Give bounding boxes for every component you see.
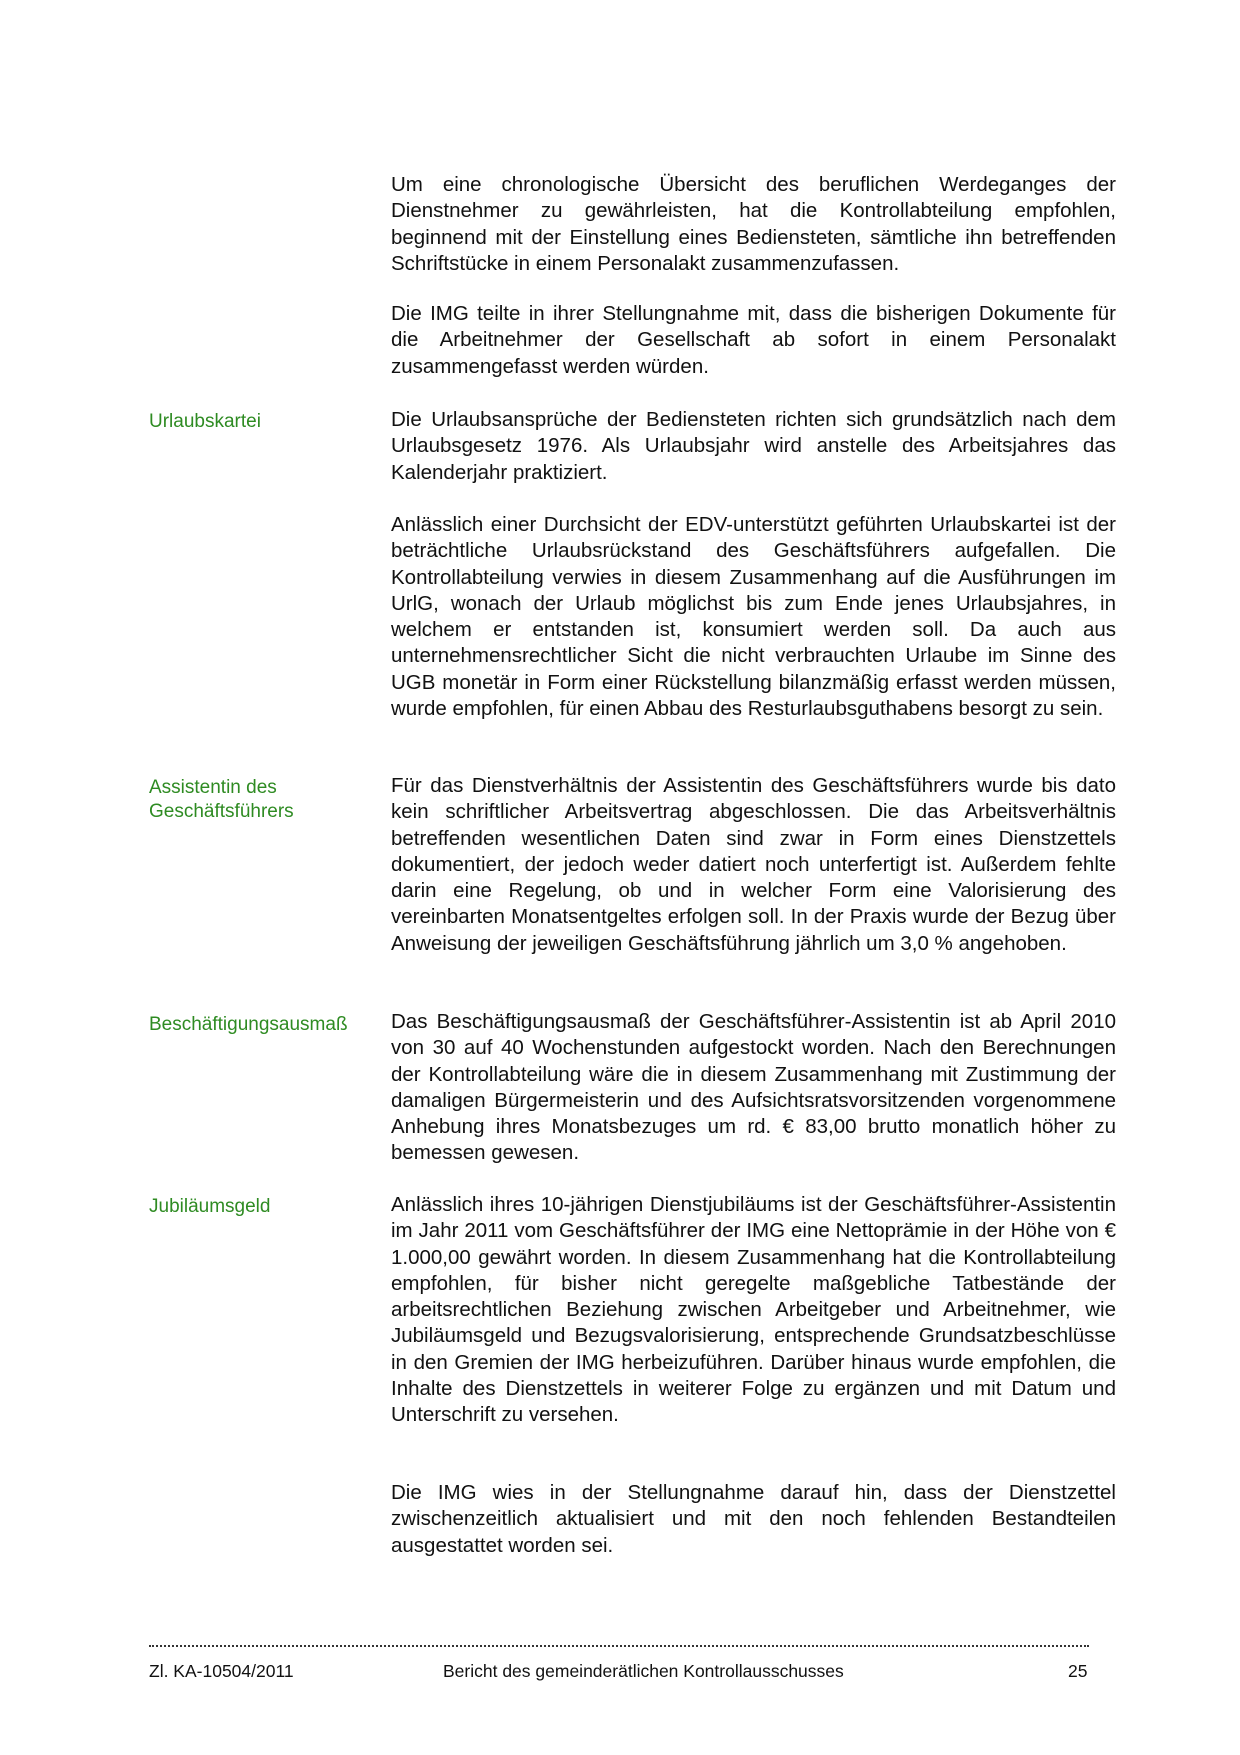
paragraph-img-stellungnahme-dienstzettel: Die IMG wies in der Stellungnahme darauf hin, dass der Dienstzettel zwischenzeitlich aktualisiert und mit den noch fehlenden Bestandteilen ausgestattet worden sei. xyxy=(391,1481,1116,1557)
sidenote-beschaeftigungsausmass: Beschäftigungsausmaß xyxy=(149,1014,348,1035)
paragraph-dienstverhaeltnis-assistentin: Für das Dienstverhältnis der Assistentin des Geschäftsführers wurde bis dato kein schriftlicher Arbeitsvertrag abgeschlossen. Die das Arbeitsverhältnis betreffenden wesentlichen Daten sind zwar in Form eines Dienstzettels dokumentiert, der jedoch weder datiert noch unterfertigt ist. Außerdem fehlte darin eine Regelung, ob und in welcher Form eine Valorisierung des vereinbarten Monatsentgeltes erfolgen soll. In der Praxis wurde der Bezug über Anweisung der jeweiligen Geschäftsführung jährlich um 3,0 % angehoben. xyxy=(391,774,1116,955)
paragraph-jubilaeumsgeld: Anlässlich ihres 10-jährigen Dienstjubiläums ist der Geschäftsführer-Assistentin im Jahr 2011 vom Geschäftsführer der IMG eine Nettoprämie in der Höhe von € 1.000,00 gewährt worden. In diesem Zusammenhang hat die Kontrollabteilung empfohlen, für bisher nicht geregelte maßgebliche Tatbestände der arbeitsrechtlichen Beziehung zwischen Arbeitgeber und Arbeitnehmer, wie Jubiläumsgeld und Bezugsvalorisierung, entsprechende Grundsatzbeschlüsse in den Gremien der IMG herbeizuführen. Darüber hinaus wurde empfohlen, die Inhalte des Dienstzettels in weiterer Folge zu ergänzen und mit Datum und Unterschrift zu versehen. xyxy=(391,1193,1116,1427)
sidenote-assistentin-line1: Assistentin des xyxy=(149,777,277,798)
paragraph-urlaubsrueckstand: Anlässlich einer Durchsicht der EDV-unterstützt geführten Urlaubskartei ist der beträchtliche Urlaubsrückstand des Geschäftsführers aufgefallen. Die Kontrollabteilung verwies in diesem Zusammenhang auf die Ausführungen im UrlG, wonach der Urlaub möglichst bis zum Ende jenes Urlaubsjahres, in welchem er entstanden ist, konsumiert werden soll. Da auch aus unternehmensrechtlicher Sicht die nicht verbrauchten Urlaube im Sinne des UGB monetär in Form einer Rückstellung bilanzmäßig erfasst werden müssen, wurde empfohlen, für einen Abbau des Resturlaubsguthabens besorgt zu sein. xyxy=(391,513,1116,721)
page-number: 25 xyxy=(1068,1661,1088,1681)
footer-report-title: Bericht des gemeinderätlichen Kontrollausschusses xyxy=(443,1661,844,1681)
paragraph-beschaeftigungsausmass: Das Beschäftigungsausmaß der Geschäftsführer-Assistentin ist ab April 2010 von 30 auf 40 Wochenstunden aufgestockt worden. Nach den Berechnungen der Kontrollabteilung wäre die in diesem Zusammenhang mit Zustimmung der damaligen Bürgermeisterin und des Aufsichtsratsvorsitzenden vorgenommene Anhebung ihres Monatsbezuges um rd. € 83,00 brutto monatlich höher zu bemessen gewesen. xyxy=(391,1010,1116,1165)
paragraph-urlaubsansprueche: Die Urlaubsansprüche der Bediensteten richten sich grundsätzlich nach dem Urlaubsgesetz 1976. Als Urlaubsjahr wird anstelle des Arbeitsjahres das Kalenderjahr praktiziert. xyxy=(391,408,1116,484)
footer-divider xyxy=(149,1645,1089,1647)
sidenote-assistentin xyxy=(149,776,379,824)
sidenote-assistentin-line2: Geschäftsführers xyxy=(149,801,294,822)
sidenote-urlaubskartei: Urlaubskartei xyxy=(149,411,261,432)
sidenote-jubilaeumsgeld: Jubiläumsgeld xyxy=(149,1196,271,1217)
paragraph-img-stellungnahme-personalakt: Die IMG teilte in ihrer Stellungnahme mit, dass die bisherigen Dokumente für die Arbeitnehmer der Gesellschaft ab sofort in einem Personalakt zusammengefasst werden würden. xyxy=(391,302,1116,378)
paragraph-personalakt-empfehlung: Um eine chronologische Übersicht des beruflichen Werdeganges der Dienstnehmer zu gewährleisten, hat die Kontrollabteilung empfohlen, beginnend mit der Einstellung eines Bediensteten, sämtliche ihn betreffenden Schriftstücke in einem Personalakt zusammenzufassen. xyxy=(391,173,1116,275)
footer-reference: Zl. KA-10504/2011 xyxy=(149,1661,294,1681)
